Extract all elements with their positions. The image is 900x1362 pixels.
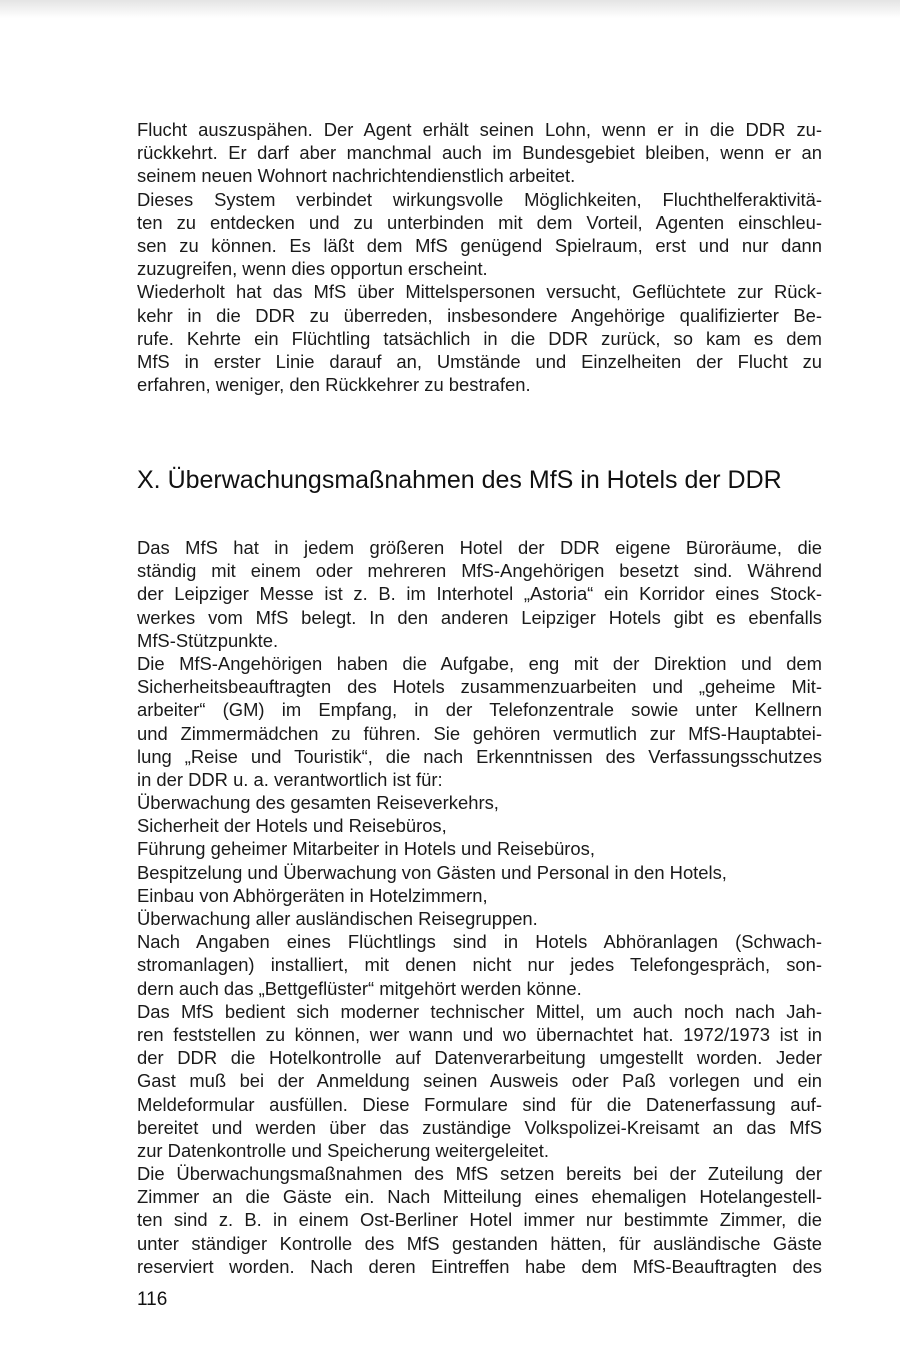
paragraph-1	[137, 118, 822, 188]
text-line: Flucht auszuspähen. Der Agent erhält seinen Lohn, wenn er in die DDR zu-	[137, 119, 822, 140]
text-block-top	[137, 118, 822, 396]
text-line: Die MfS-Angehörigen haben die Aufgabe, eng mit der Direktion und dem	[137, 652, 822, 674]
text-line: Gast muß bei der Anmeldung seinen Ausweis oder Paß vorlegen und ein	[137, 1070, 822, 1092]
text-line: Zimmer an die Gäste ein. Nach Mitteilung eines ehemaligen Hotelangestell-	[137, 1186, 822, 1208]
list-item: Sicherheit der Hotels und Reisebüros,	[137, 815, 447, 837]
text-line: rufe. Kehrte ein Flüchtling tatsächlich in die DDR zurück, so kam es dem	[137, 327, 822, 349]
text-line: ren feststellen zu können, wer wann und wo übernachtet hat. 1972/1973 ist in	[137, 1023, 822, 1045]
page-number: 116	[137, 1289, 168, 1310]
page-top-edge	[0, 0, 900, 18]
text-line: arbeiter“ (GM) im Empfang, in der Telefonzentrale sowie unter Kellnern	[137, 699, 822, 721]
text-line: Das MfS hat in jedem größeren Hotel der DDR eigene Büroräume, die	[137, 537, 822, 558]
text-line: erfahren, weniger, den Rückkehrer zu bestrafen.	[137, 374, 531, 396]
text-line: bereitet und werden über das zuständige Volkspolizei-Kreisamt an das MfS	[137, 1116, 822, 1138]
text-line: seinem neuen Wohnort nachrichtendienstlich arbeitet.	[137, 165, 576, 187]
text-line: und Zimmermädchen zu führen. Sie gehören vermutlich zur MfS-Hauptabtei-	[137, 722, 822, 744]
text-line: rückkehrt. Er darf aber manchmal auch im Bundesgebiet bleiben, wenn er an	[137, 142, 822, 164]
paragraph-6	[137, 930, 822, 1000]
text-line: stromanlagen) installiert, mit denen nicht nur jedes Telefongespräch, son-	[137, 954, 822, 976]
text-line: Meldeformular ausfüllen. Diese Formulare sind für die Datenerfassung auf-	[137, 1093, 822, 1115]
text-line: MfS in erster Linie darauf an, Umstände und Einzelheiten der Flucht zu	[137, 350, 822, 372]
text-line: der DDR die Hotelkontrolle auf Datenverarbeitung umgestellt worden. Jeder	[137, 1047, 822, 1069]
text-line: dern auch das „Bettgeflüster“ mitgehört werden könne.	[137, 977, 582, 999]
text-line: Dieses System verbindet wirkungsvolle Möglichkeiten, Fluchthelferaktivitä-	[137, 188, 822, 210]
paragraph-3	[137, 280, 822, 396]
text-line: in der DDR u. a. verantwortlich ist für:	[137, 768, 443, 790]
text-line: zur Datenkontrolle und Speicherung weitergeleitet.	[137, 1139, 549, 1161]
text-line: Nach Angaben eines Flüchtlings sind in Hotels Abhöranlagen (Schwach-	[137, 931, 822, 953]
text-line: kehr in die DDR zu überreden, insbesondere Angehörige qualifizierter Be-	[137, 304, 822, 326]
list-item: Überwachung aller ausländischen Reisegruppen.	[137, 908, 538, 929]
list-item: Führung geheimer Mitarbeiter in Hotels und Reisebüros,	[137, 838, 595, 860]
list-item: Bespitzelung und Überwachung von Gästen und Personal in den Hotels,	[137, 861, 727, 883]
paragraph-7	[137, 1000, 822, 1162]
text-line: unter ständiger Kontrolle des MfS gestanden hätten, für ausländische Gäste	[137, 1232, 822, 1254]
text-line: Das MfS bedient sich moderner technischer Mittel, um auch noch nach Jah-	[137, 1000, 822, 1022]
text-line: Sicherheitsbeauftragten des Hotels zusammenzuarbeiten und „geheime Mit-	[137, 676, 822, 698]
text-line: Die Überwachungsmaßnahmen des MfS setzen bereits bei der Zuteilung der	[137, 1163, 822, 1185]
text-line: werkes vom MfS belegt. In den anderen Leipziger Hotels gibt es ebenfalls	[137, 606, 822, 628]
paragraph-4	[137, 536, 822, 652]
text-line: lung „Reise und Touristik“, die nach Erkenntnissen des Verfassungsschutzes	[137, 745, 822, 767]
text-line: ten zu entdecken und zu unterbinden mit dem Vorteil, Agenten einschleu-	[137, 211, 822, 233]
text-line: ständig mit einem oder mehreren MfS-Angehörigen besetzt sind. Während	[137, 560, 822, 582]
text-line: MfS-Stützpunkte.	[137, 629, 279, 651]
paragraph-8	[137, 1162, 822, 1278]
text-line: ten sind z. B. in einem Ost-Berliner Hotel immer nur bestimmte Zimmer, die	[137, 1209, 822, 1231]
list-item: Überwachung des gesamten Reiseverkehrs,	[137, 792, 499, 814]
section-heading: X. Überwachungsmaßnahmen des MfS in Hotels der DDR	[137, 466, 782, 494]
text-line: reserviert worden. Nach deren Eintreffen habe dem MfS-Beauftragten des	[137, 1255, 822, 1277]
text-line: der Leipziger Messe ist z. B. im Interhotel „Astoria“ ein Korridor eines Stock-	[137, 583, 822, 605]
text-line: Wiederholt hat das MfS über Mittelspersonen versucht, Geflüchtete zur Rück-	[137, 281, 822, 303]
list-item: Einbau von Abhörgeräten in Hotelzimmern,	[137, 884, 488, 906]
text-block-section-x	[137, 536, 822, 1278]
responsibility-list	[137, 791, 822, 930]
paragraph-5	[137, 652, 822, 791]
text-line: sen zu können. Es läßt dem MfS genügend Spielraum, erst und nur dann	[137, 234, 822, 256]
text-line: zuzugreifen, wenn dies opportun erscheint.	[137, 258, 488, 280]
paragraph-2	[137, 188, 822, 281]
